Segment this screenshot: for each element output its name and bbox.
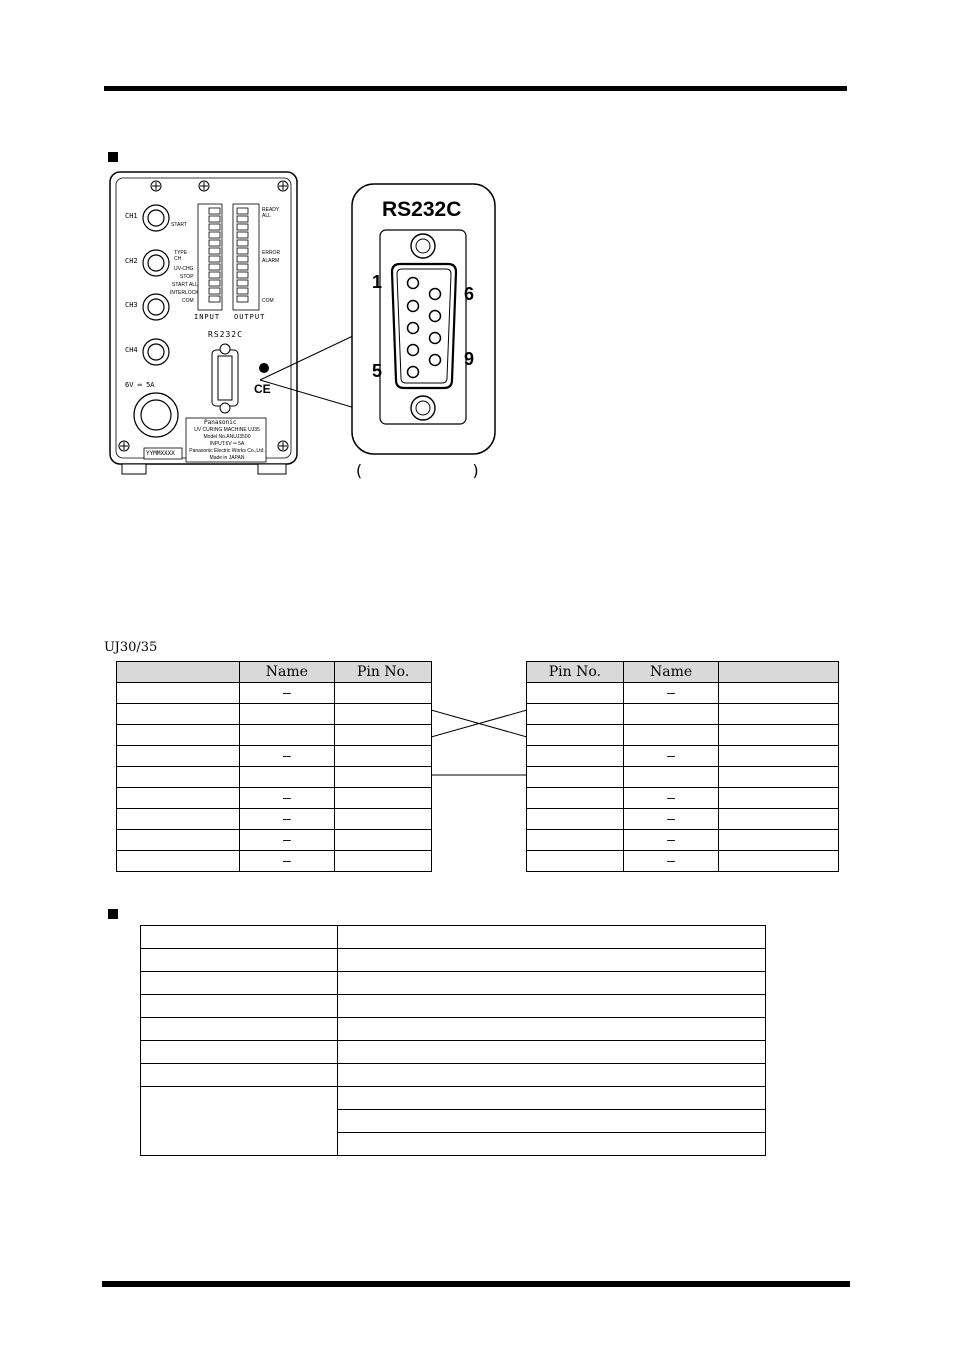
dash-cell: — — [239, 809, 335, 830]
ch4-label: CH4 — [125, 346, 138, 354]
pin-1-label: 1 — [372, 272, 383, 292]
error-label: ERROR — [262, 250, 281, 256]
spec-table — [140, 925, 766, 1156]
table-row — [141, 1041, 766, 1064]
table-row — [527, 746, 839, 767]
dash-cell: — — [239, 830, 335, 851]
table-row — [527, 851, 839, 872]
header-cell-pin-no: Pin No. — [335, 662, 432, 683]
table-row — [527, 830, 839, 851]
rs232c-small-label: RS232C — [208, 330, 243, 339]
table-row — [117, 725, 432, 746]
table-row — [117, 767, 432, 788]
pin-6-label: 6 — [464, 284, 475, 304]
product-label: UV CURING MACHINE UJ35 — [194, 427, 260, 433]
table-row — [117, 830, 432, 851]
table-row — [527, 725, 839, 746]
table-row — [117, 683, 432, 704]
dash-cell: — — [239, 683, 335, 704]
dash-cell: — — [623, 683, 719, 704]
output-label: OUTPUT — [234, 313, 266, 321]
table-row — [117, 851, 432, 872]
pin-9-label: 9 — [464, 349, 475, 369]
table-row — [141, 949, 766, 972]
type-ch-label: TYPE CH — [174, 250, 188, 262]
table-row — [117, 746, 432, 767]
rs232c-zoom-callout — [350, 182, 498, 458]
footer-rule — [102, 1281, 850, 1287]
pin-5-label: 5 — [372, 361, 383, 381]
dash-cell: — — [623, 830, 719, 851]
made-in-label: Made in JAPAN — [209, 455, 245, 461]
table-row — [141, 1064, 766, 1087]
table-row — [527, 683, 839, 704]
table-row — [141, 995, 766, 1018]
input-rating-label: INPUT:6V ═ 5A — [209, 441, 245, 447]
ready-all-label: READY ALL — [262, 207, 280, 219]
pin-table-right — [526, 661, 839, 872]
power-rating-label: 6V ═ 5A — [125, 381, 155, 389]
stop-label: STOP — [180, 274, 194, 280]
table-row — [527, 809, 839, 830]
pin-table-left — [116, 661, 432, 872]
input-label: INPUT — [194, 313, 221, 321]
start-all-label: START ALL — [172, 282, 198, 288]
ch3-label: CH3 — [125, 301, 138, 309]
dash-cell: — — [623, 746, 719, 767]
table-row — [141, 926, 766, 949]
dash-cell: — — [623, 809, 719, 830]
dash-cell: — — [623, 851, 719, 872]
rs232c-title: RS232C — [382, 198, 462, 221]
uv-chg-label: UV-CHG — [174, 266, 194, 272]
ch1-label: CH1 — [125, 212, 138, 220]
wiring-lines — [431, 705, 527, 777]
caption-open-paren: ( — [354, 461, 364, 480]
brand-label: Panasonic — [204, 419, 237, 426]
table-row — [141, 1018, 766, 1041]
model-label: Model No.ANUJ3500 — [203, 434, 251, 440]
header-cell-name: Name — [623, 662, 719, 683]
dash-cell: — — [239, 746, 335, 767]
alarm-label: ALARM — [262, 258, 280, 264]
maker-label: Panasonic Electric Works Co.,Ltd. — [189, 448, 265, 454]
table-header-row — [117, 662, 432, 683]
header-cell-name: Name — [239, 662, 335, 683]
ch2-label: CH2 — [125, 257, 138, 265]
header-cell — [719, 662, 839, 683]
table-row — [527, 788, 839, 809]
table-row — [141, 1087, 766, 1110]
com-label: COM — [182, 298, 194, 304]
table-row — [117, 788, 432, 809]
serial-label: YYMMXXXX — [146, 450, 175, 457]
table-row — [141, 972, 766, 995]
dash-cell: — — [623, 788, 719, 809]
table-row — [527, 704, 839, 725]
header-rule — [104, 86, 847, 91]
table-row — [117, 809, 432, 830]
table-row — [527, 767, 839, 788]
callout-lines — [255, 330, 365, 420]
interlock-label: INTERLOCK — [170, 290, 199, 296]
header-cell-pin-no: Pin No. — [527, 662, 624, 683]
model-label: UJ30/35 — [104, 640, 158, 655]
table-header-row — [527, 662, 839, 683]
caption-close-paren: ) — [471, 461, 481, 480]
table-row — [117, 704, 432, 725]
section-bullet — [108, 152, 118, 162]
dash-cell: — — [239, 851, 335, 872]
start-label: START — [171, 222, 187, 228]
header-cell — [117, 662, 240, 683]
dash-cell: — — [239, 788, 335, 809]
ce-mark: CE — [254, 382, 271, 396]
section-bullet — [108, 909, 118, 919]
com-out-label: COM — [262, 298, 274, 304]
